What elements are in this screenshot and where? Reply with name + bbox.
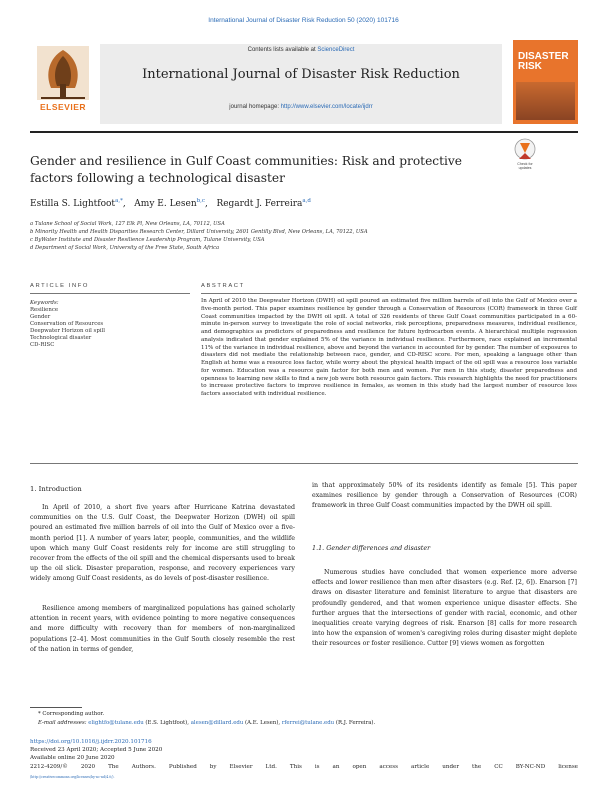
section-heading: 1. Introduction	[30, 485, 82, 493]
email-link[interactable]: rferrei@tulane.edu	[281, 720, 335, 726]
license-link[interactable]: (http://creativecommons.org/licenses/by-nc-nd/4.0/).	[30, 775, 115, 779]
author-list: Estilla S. Lightfoot$^{a,*}$, Amy E. Lesen$^{b,c}$, Regardt J. Ferreira$^{a,d}$	[30, 198, 311, 209]
homepage-line	[100, 104, 502, 110]
footnote-rule	[30, 707, 82, 708]
contents-prefix: Contents lists available at	[247, 47, 316, 53]
body-paragraph: Resilience among members of marginalized populations has gained scholarly attention in recent years, with evidence pointing to more negative consequences and more difficulty with recovery than for members of non-marginalized populations [2–4]. Most communities in the Gulf South closely resemble the rest of the nation in terms of gender,	[30, 605, 295, 653]
email-link[interactable]: elightfo@tulane.edu	[88, 720, 144, 726]
email-owner: (A.E. Lesen),	[245, 720, 281, 726]
email-label: E-mail addresses:	[38, 720, 87, 726]
journal-title: International Journal of Disaster Risk Reduction	[142, 67, 460, 82]
keywords-label: Keywords:	[30, 300, 59, 306]
keyword: Gender	[30, 314, 51, 320]
author-name[interactable]: Regardt J. Ferreira	[216, 199, 303, 209]
abstract-text: In April of 2010 the Deepwater Horizon (DWH) oil spill poured an estimated five million barrels of oil into the Gulf of Mexico over a five-month period. This paper examines resilience by gender through a Conservation of Resources (COR) framework in three Gulf Coast communities impacted by the DWH oil spill. A total of 326 residents of three Gulf Coast communities participated in a 60-minute in-person survey to investigate the role of social networks, risk perceptions, preparedness measures, individual resilience, and demographics as predictors of preparedness and resilience for future hydrocarbon events. A hierarchical multiple regression analysis indicated that gender explained 5% of the variance in individual resilience. Furthermore, race explained an incremental 11% of the variance in individual resilience, above and beyond the variance in accounted for by gender. The number of exposures to disasters did not mediate the relationship between race, gender, and CD-RISC score. For men, speaking a language other than English at home was a resource loss factor, while worry about the physical health impact of the oil spill was a resource loss variable for women. Education was a resource gain factor for both men and women. For men in this study, disaster preparedness and openness to learning new skills to find a new job were both resource gain factors. This research highlights the need for practitioners to increase protective factors to improve resilience in females, as women in this study had the largest number of resource loss factors associated with individual resilience.	[201, 298, 577, 397]
article-info-rule	[30, 293, 190, 294]
subsection-heading: 1.1. Gender differences and disaster	[312, 544, 431, 552]
article-title: Gender and resilience in Gulf Coast communities: Risk and protective factors following a technological disaster	[30, 154, 462, 185]
check-for-updates-icon[interactable]	[511, 137, 539, 171]
author-affiliation-mark[interactable]: b,c	[196, 198, 205, 204]
author-name[interactable]: Estilla S. Lightfoot	[30, 199, 116, 209]
article-info-heading: ARTICLE INFO	[30, 283, 90, 289]
journal-reference[interactable]: International Journal of Disaster Risk Reduction 50 (2020) 101716	[208, 17, 399, 24]
homepage-link[interactable]: http://www.elsevier.com/locate/ijdrr	[280, 104, 373, 110]
affiliation: a Tulane School of Social Work, 127 Elk Pl, New Orleans, LA, 70112, USA	[30, 221, 225, 227]
affiliation: d Department of Social Work, University of the Free State, South Africa	[30, 245, 220, 251]
affiliation: b Minority Health and Health Disparities Research Center, Dillard University, 2601 Gentilly Blvd, New Orleans, LA, 70122, USA	[30, 229, 368, 235]
contents-line	[100, 47, 502, 53]
keyword: Conservation of Resources	[30, 321, 104, 327]
abstract-bottom-rule	[30, 463, 578, 464]
email-owner: (R.J. Ferreira).	[335, 720, 376, 726]
journal-cover-title: DISASTER RISK	[518, 51, 569, 72]
svg-text:Check for: Check for	[517, 162, 533, 166]
author-name[interactable]: Amy E. Lesen	[134, 199, 197, 209]
author-affiliation-mark[interactable]: a,*	[115, 198, 123, 204]
homepage-label: journal homepage:	[229, 104, 279, 110]
abstract-heading: ABSTRACT	[201, 283, 245, 289]
author-affiliation-mark[interactable]: a,d	[302, 198, 311, 204]
abstract-rule	[201, 293, 577, 294]
journal-cover-image	[516, 82, 575, 120]
publisher-name: ELSEVIER	[39, 102, 87, 112]
body-paragraph: in that approximately 50% of its residents identify as female [5]. This paper examines resilience by gender through a Conservation of Resources (COR) framework in three Gulf Coast communities impacted by the DWH oil spill.	[312, 482, 577, 510]
received-dates: Received 23 April 2020; Accepted 5 June 2020	[30, 747, 163, 753]
keyword: Resilience	[30, 307, 59, 313]
email-owner: (E.S. Lightfoot),	[145, 720, 189, 726]
corresponding-author-note: * Corresponding author.	[38, 711, 105, 717]
keyword: Deepwater Horizon oil spill	[30, 328, 105, 334]
journal-header-band	[100, 44, 502, 124]
keyword: Technological disaster	[30, 335, 92, 341]
online-date: Available online 20 June 2020	[30, 755, 115, 761]
email-addresses	[38, 720, 375, 726]
license-text: 2212-4209/© 2020 The Authors. Published by Elsevier Ltd. This is an open access article under the CC BY-NC-ND license	[30, 764, 578, 770]
affiliation: c ByWater Institute and Disaster Resilience Leadership Program, Tulane University, USA	[30, 237, 265, 243]
email-link[interactable]: alesen@dillard.edu	[190, 720, 244, 726]
body-paragraph: In April of 2010, a short five years after Hurricane Katrina devastated communities on the U.S. Gulf Coast, the Deepwater Horizon (DWH) oil spill poured an estimated five million barrels of oil into the Gulf of Mexico over a five-month period [1]. A number of years later, people, communities, and the wildlife upon which many Gulf Coast residents rely for income are still struggling to recover from the effects of the oil spill and the chemical dispersants used to break up the oil slick. Disaster preparation, response, and recovery experiences vary widely among Gulf Coast residents, as do levels of post-disaster resilience.	[30, 504, 295, 583]
svg-text:updates: updates	[518, 166, 532, 170]
sciencedirect-link[interactable]: ScienceDirect	[317, 47, 355, 53]
header-divider	[30, 131, 578, 133]
keyword: CD-RISC	[30, 342, 55, 348]
doi-link[interactable]: https://doi.org/10.1016/j.ijdrr.2020.101716	[30, 739, 152, 745]
body-paragraph: Numerous studies have concluded that women experience more adverse effects and lower resilience than men after disasters (e.g. Ref. [2, 6]). Enarson [7] draws on disaster literature and feminist literature to argue that disasters are profoundly gendered, and that women experience unique disaster effects. She further argues that the intersections of gender with racial, economic, and other inequalities create varying degrees of risk. Enarson [8] calls for more research into how the expansion of women's caregiving roles during disaster might deplete their resources or foster resilience. Cutter [9] views women as forgotten	[312, 569, 577, 648]
